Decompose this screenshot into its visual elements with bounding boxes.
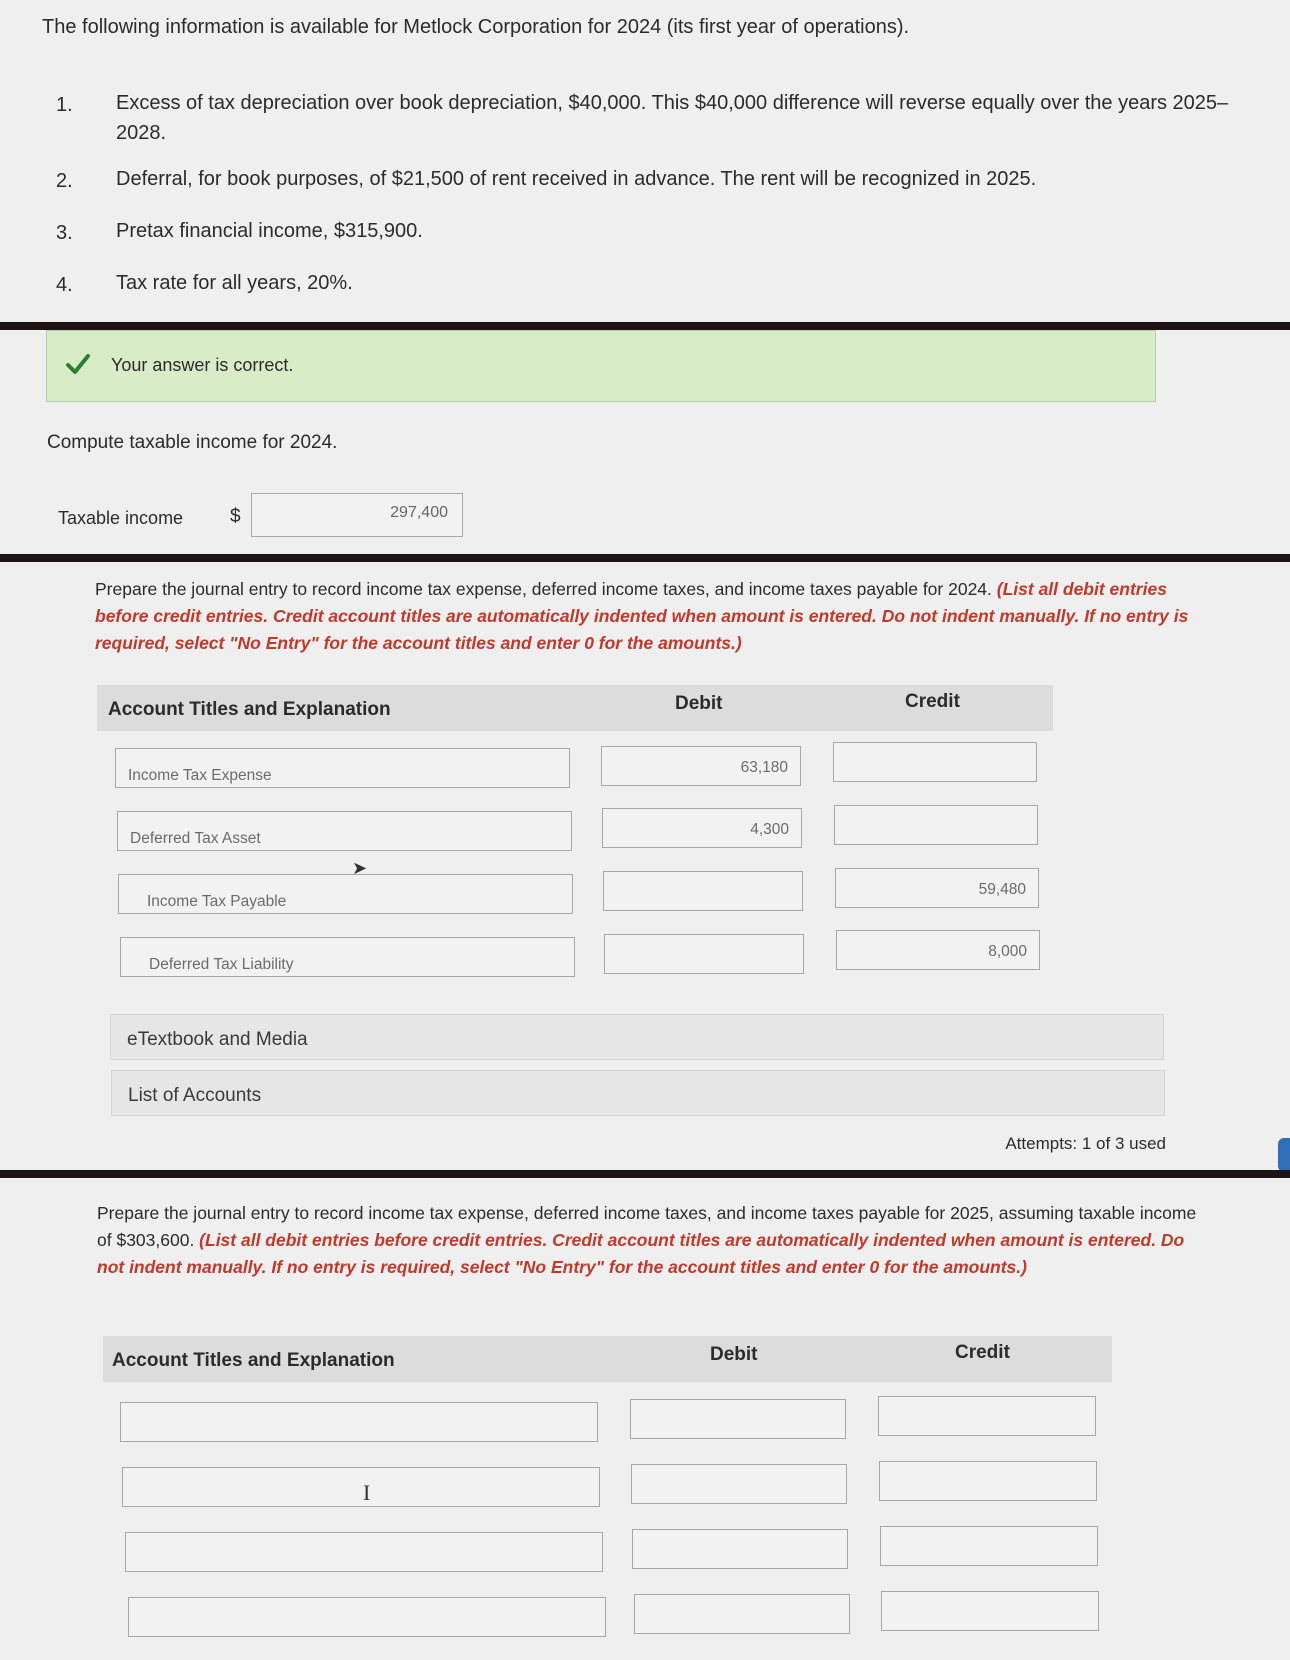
debit-amount-field[interactable] — [634, 1594, 850, 1634]
section-divider — [0, 554, 1290, 562]
etextbook-media-link[interactable]: eTextbook and Media — [110, 1014, 1164, 1060]
item-number: 1. — [56, 94, 73, 116]
account-column-header: Account Titles and Explanation — [112, 1350, 395, 1371]
credit-column-header: Credit — [905, 691, 960, 712]
credit-amount-field[interactable] — [834, 805, 1038, 845]
debit-amount-field[interactable]: 63,180 — [601, 746, 801, 786]
mouse-pointer-icon: ➤ — [352, 858, 368, 878]
account-title-field[interactable]: Income Tax Expense — [115, 748, 570, 788]
journal-table-header — [103, 1336, 1112, 1382]
debit-amount-field[interactable]: 4,300 — [602, 808, 802, 848]
account-title-field[interactable]: Deferred Tax Liability — [120, 937, 575, 977]
side-panel-handle[interactable] — [1278, 1138, 1290, 1172]
item-text: Pretax financial income, $315,900. — [116, 220, 423, 242]
problem-info-panel — [0, 0, 1290, 322]
taxable-income-input[interactable]: 297,400 — [251, 493, 463, 537]
taxable-income-panel — [0, 330, 1290, 554]
debit-amount-field[interactable] — [630, 1399, 846, 1439]
debit-column-header: Debit — [710, 1344, 758, 1365]
item-text: Tax rate for all years, 20%. — [116, 272, 353, 294]
credit-amount-field[interactable] — [878, 1396, 1096, 1436]
account-column-header: Account Titles and Explanation — [108, 699, 391, 720]
attempts-counter: Attempts: 1 of 3 used — [1005, 1134, 1166, 1153]
correct-status-text: Your answer is correct. — [111, 355, 294, 375]
problem-intro: The following information is available for Metlock Corporation for 2024 (its first year of operations). — [42, 16, 910, 38]
credit-amount-field[interactable] — [880, 1526, 1098, 1566]
account-title-field[interactable] — [122, 1467, 600, 1507]
account-title-field[interactable] — [125, 1532, 603, 1572]
instructions-text: Prepare the journal entry to record income tax expense, deferred income taxes, and income taxes payable for 2024. — [95, 579, 997, 599]
journal-table-header — [97, 685, 1053, 731]
section-divider — [0, 322, 1290, 330]
credit-amount-field[interactable]: 8,000 — [836, 930, 1040, 970]
credit-column-header: Credit — [955, 1342, 1010, 1363]
credit-amount-field[interactable] — [833, 742, 1037, 782]
item-number: 3. — [56, 222, 73, 244]
debit-amount-field[interactable] — [603, 871, 803, 911]
account-title-field[interactable] — [120, 1402, 598, 1442]
text-cursor-icon: I — [363, 1480, 371, 1505]
credit-amount-field[interactable]: 59,480 — [835, 868, 1039, 908]
taxable-income-label: Taxable income — [58, 508, 184, 528]
debit-amount-field[interactable] — [604, 934, 804, 974]
instructions-2024 — [95, 576, 1195, 657]
instructions-note: (List all debit entries before credit entries. Credit account titles are automatically indented when amount is entered. Do not indent manually. If no entry is required, select "No Entry" for the account titles and enter 0 for the amounts.) — [97, 1230, 1185, 1277]
debit-amount-field[interactable] — [632, 1529, 848, 1569]
item-text: Deferral, for book purposes, of $21,500 of rent received in advance. The rent will be recognized in 2025. — [116, 168, 1037, 190]
item-number: 2. — [56, 170, 73, 192]
list-of-accounts-link[interactable]: List of Accounts — [111, 1070, 1165, 1116]
debit-amount-field[interactable] — [631, 1464, 847, 1504]
item-number: 4. — [56, 274, 73, 296]
correct-answer-banner — [46, 330, 1156, 402]
question-text: Compute taxable income for 2024. — [47, 432, 338, 453]
journal-entry-2024-panel — [0, 562, 1290, 1170]
debit-column-header: Debit — [675, 693, 723, 714]
section-divider — [0, 1170, 1290, 1178]
currency-symbol: $ — [230, 506, 241, 527]
credit-amount-field[interactable] — [879, 1461, 1097, 1501]
checkmark-icon — [65, 351, 91, 377]
account-title-field[interactable]: Deferred Tax Asset — [117, 811, 572, 851]
account-title-field[interactable] — [128, 1597, 606, 1637]
credit-amount-field[interactable] — [881, 1591, 1099, 1631]
instructions-note: (List all debit entries before credit entries. Credit account titles are automatically indented when amount is entered. Do not indent manually. If no entry is required, select "No Entry" for the account titles and enter 0 for the amounts.) — [95, 579, 1189, 653]
instructions-text: Prepare the journal entry to record income tax expense, deferred income taxes, and income taxes payable for 2025, assuming taxable income of $303,600. — [97, 1203, 1197, 1250]
account-title-field[interactable]: Income Tax Payable — [118, 874, 573, 914]
journal-entry-2025-panel — [0, 1178, 1290, 1660]
item-text: Excess of tax depreciation over book depreciation, $40,000. This $40,000 difference will reverse equally over the years 2025–2028. — [116, 92, 1229, 144]
instructions-2025 — [97, 1200, 1207, 1281]
